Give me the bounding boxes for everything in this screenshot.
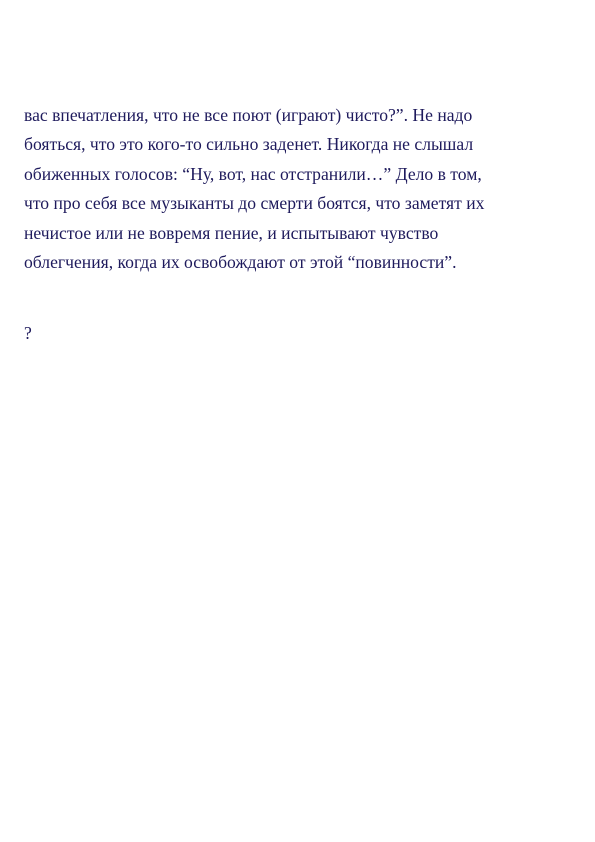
paragraph-line: обиженных голосов: “Ну, вот, нас отстранили…” Дело в том,: [24, 163, 482, 184]
body-paragraph: [24, 101, 584, 277]
paragraph-line: вас впечатления, что не все поют (играют) чисто?”. Не надо: [24, 105, 473, 125]
question-mark-text: ?: [24, 323, 32, 343]
paragraph-line: облегчения, когда их освобождают от этой “повинности”.: [24, 252, 457, 273]
paragraph-line: нечистое или не вовремя пение, и испытывают чувство: [24, 222, 439, 243]
paragraph-line: бояться, что это кого-то сильно заденет. Никогда не слышал: [24, 134, 474, 155]
paragraph-line: что про себя все музыканты до смерти боятся, что заметят их: [24, 193, 485, 214]
